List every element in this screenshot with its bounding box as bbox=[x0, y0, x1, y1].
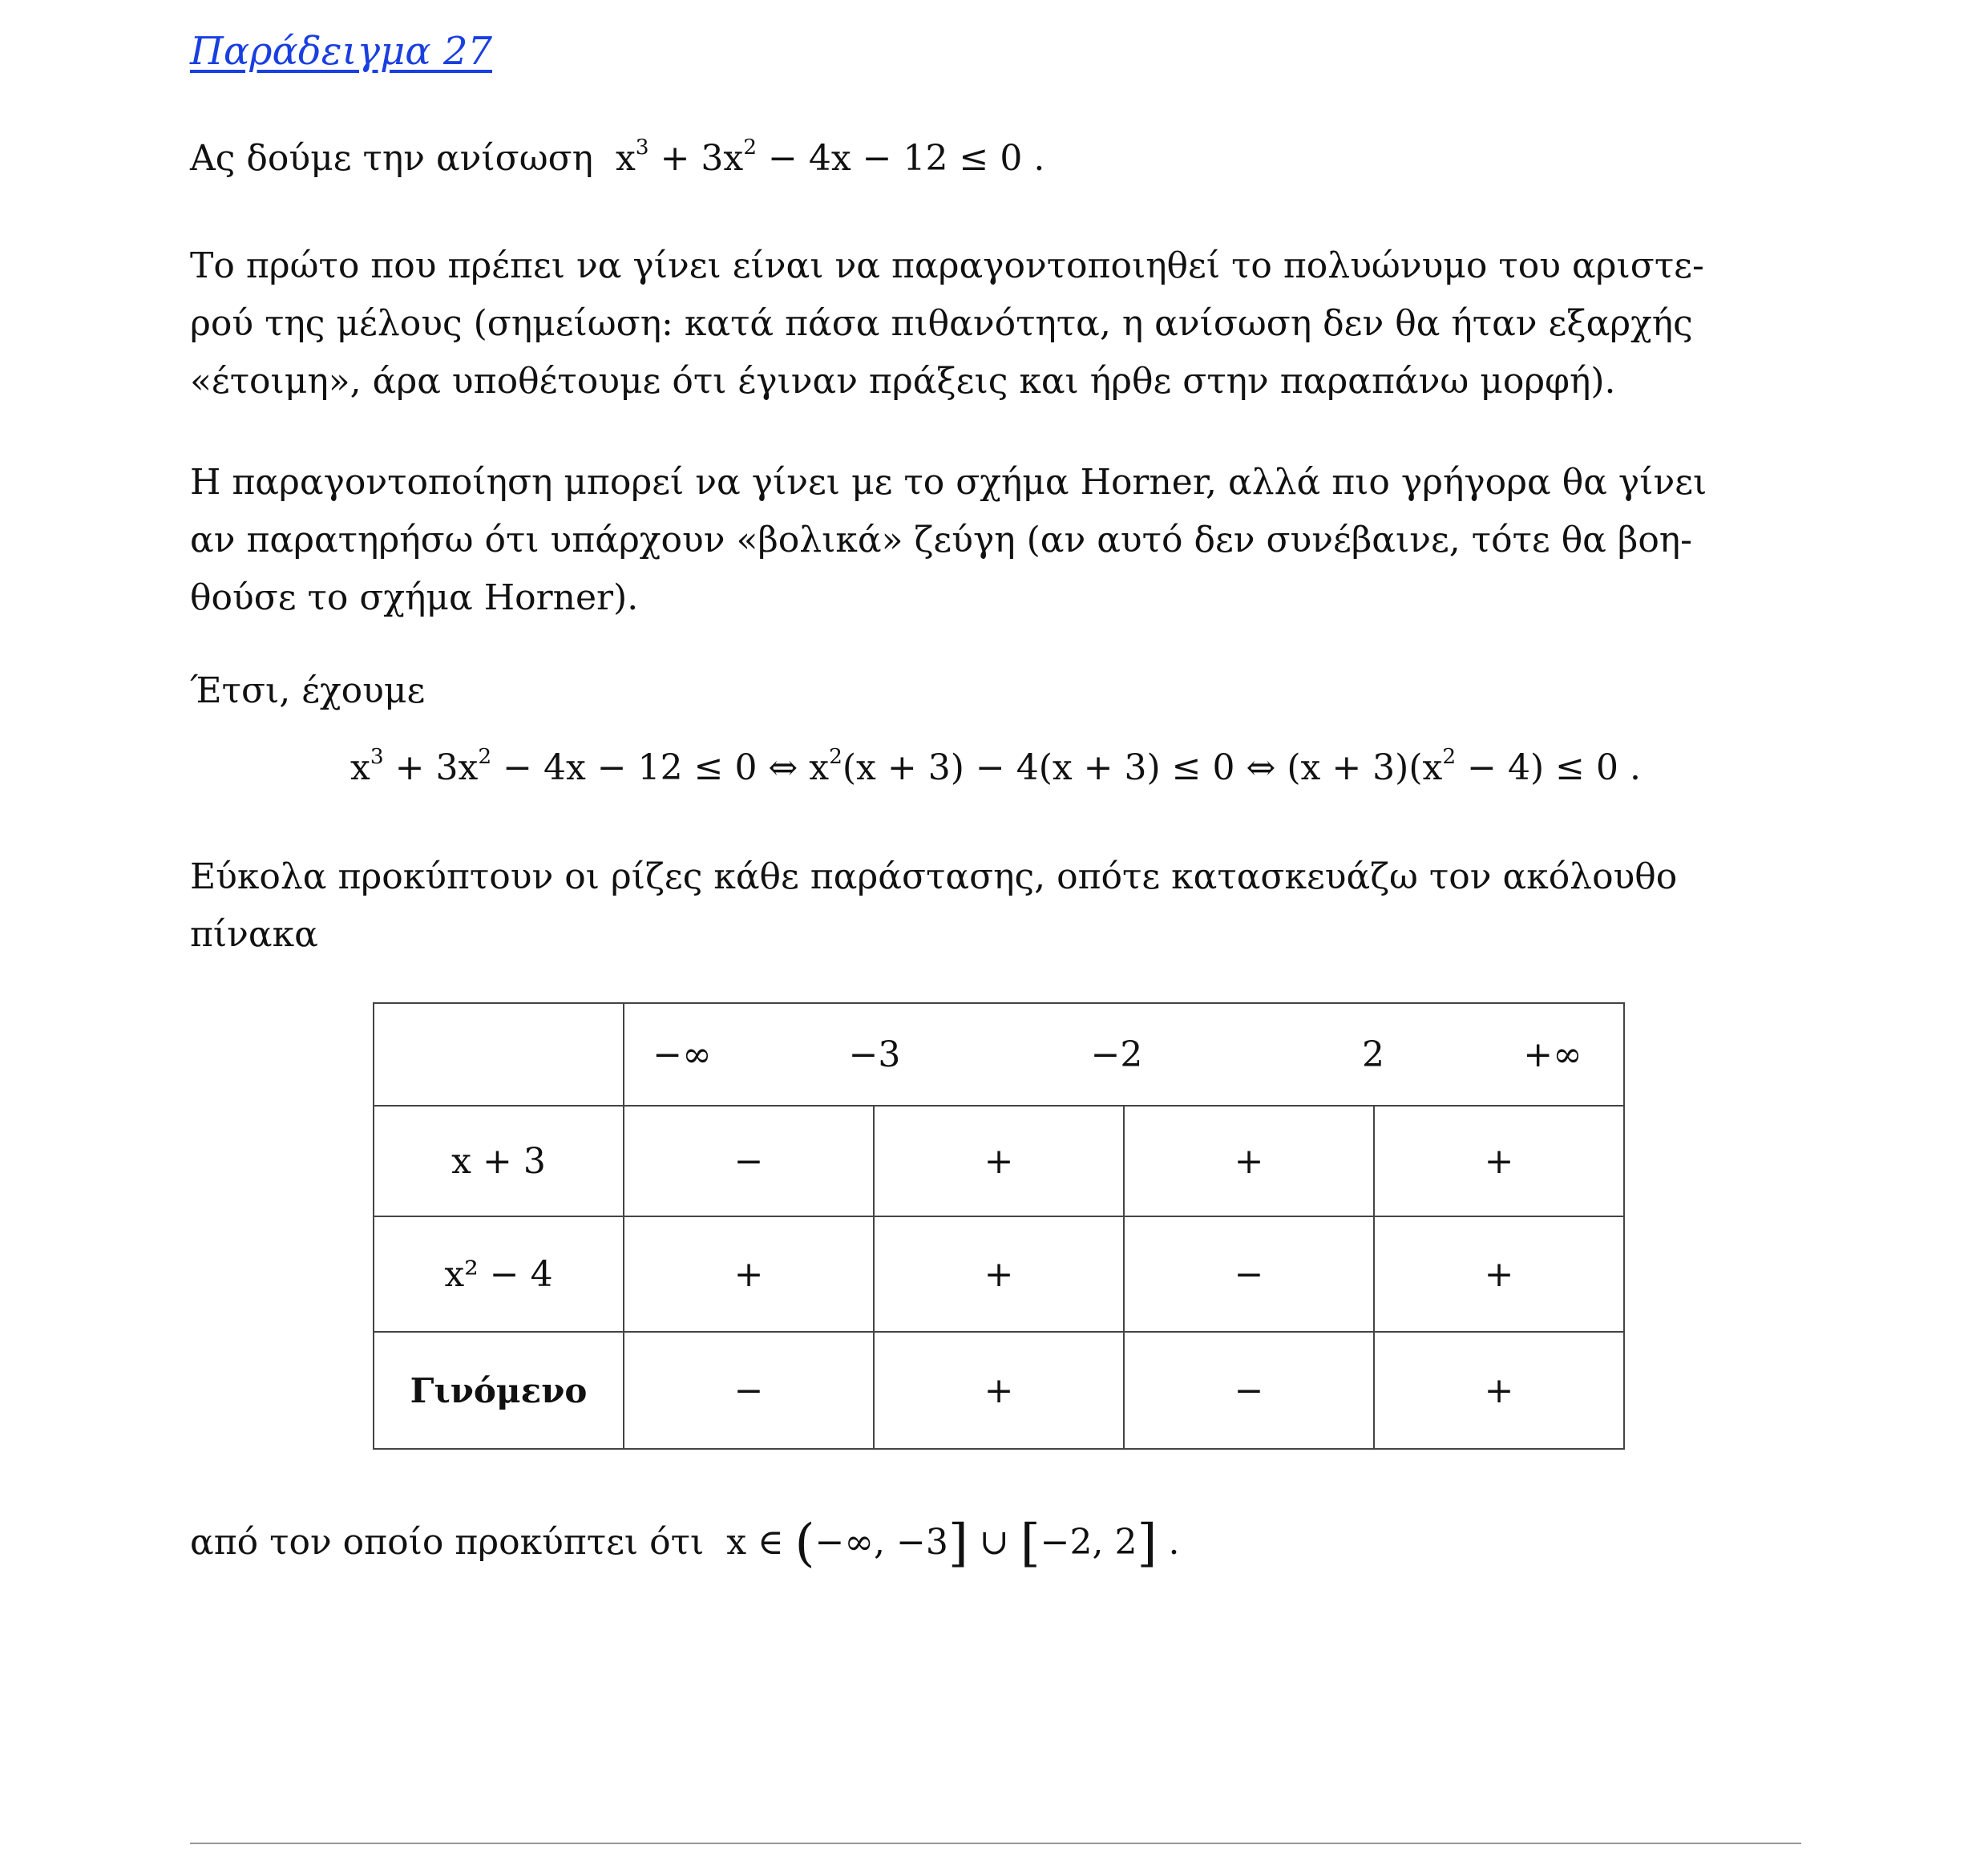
sign-cell: − bbox=[624, 1106, 874, 1216]
paragraph-thus bbox=[190, 662, 1801, 720]
sign-cell: + bbox=[874, 1106, 1124, 1216]
factorization-equation: $x^3 + 3x^2 - 4x - 12 \le 0$ ⇔ $x^2(x + 3) - 4(x + 3) \le 0$ ⇔ $(x + 3)(x^2 - 4) \le 0$ . bbox=[350, 744, 1641, 788]
sign-cell: − bbox=[624, 1332, 874, 1449]
row-label: x + 3 bbox=[374, 1106, 624, 1216]
axis-value: −3 bbox=[848, 1034, 901, 1075]
paragraph-horner bbox=[190, 454, 1801, 627]
paragraph-line: θούσε το σχήμα Horner). bbox=[190, 577, 639, 618]
row-label: x² − 4 bbox=[374, 1216, 624, 1332]
sign-cell: + bbox=[874, 1216, 1124, 1332]
example-heading-link[interactable]: Παράδειγμα 27 bbox=[190, 29, 493, 74]
sign-cell: + bbox=[624, 1216, 874, 1332]
sign-table-row bbox=[374, 1332, 1624, 1449]
sign-cell: + bbox=[1374, 1216, 1624, 1332]
axis-value: −∞ bbox=[653, 1034, 712, 1075]
sign-cell: + bbox=[874, 1332, 1124, 1449]
axis-value: 2 bbox=[1362, 1034, 1384, 1075]
row-label-product: Γινόμενο bbox=[374, 1332, 624, 1449]
sign-cell: + bbox=[1374, 1106, 1624, 1216]
sign-table-row bbox=[374, 1106, 1624, 1216]
conclusion-paragraph bbox=[190, 1514, 1801, 1572]
paragraph-roots bbox=[190, 848, 1801, 964]
sign-cell: − bbox=[1124, 1332, 1374, 1449]
sign-cell: + bbox=[1374, 1332, 1624, 1449]
paragraph-factorize bbox=[190, 237, 1801, 411]
sign-table-axis-cell bbox=[624, 1003, 1624, 1106]
sign-table-row bbox=[374, 1216, 1624, 1332]
paragraph-line: πίνακα bbox=[190, 914, 318, 955]
sign-table-corner-cell bbox=[374, 1003, 624, 1106]
sign-table bbox=[373, 1002, 1625, 1450]
sign-table-header-row bbox=[374, 1003, 1624, 1106]
inequality-formula: $x^3 + 3x^2 - 4x - 12 \le 0$ bbox=[604, 135, 1023, 179]
number-line-axis bbox=[624, 1004, 1622, 1105]
intro-end: . bbox=[1022, 138, 1045, 179]
intro-text: Ας δούμε την ανίσωση bbox=[190, 138, 593, 179]
sign-cell: + bbox=[1124, 1106, 1374, 1216]
paragraph-line: «έτοιμη», άρα υποθέτουμε ότι έγιναν πράξεις και ήρθε στην παραπάνω μορφή). bbox=[190, 361, 1616, 402]
axis-value: −2 bbox=[1090, 1034, 1143, 1075]
intro-paragraph bbox=[190, 130, 1801, 188]
paragraph-line: αν παρατηρήσω ότι υπάρχουν «βολικά» ζεύγη (αν αυτό δεν συνέβαινε, τότε θα βοη- bbox=[190, 520, 1693, 560]
sign-cell: − bbox=[1124, 1216, 1374, 1332]
axis-value: +∞ bbox=[1523, 1034, 1582, 1075]
paragraph-line: Το πρώτο που πρέπει να γίνει είναι να παραγοντοποιηθεί το πολυώνυμο του αριστε- bbox=[190, 245, 1704, 286]
solution-set: x ∈ (−∞, −3] ∪ [−2, 2] . bbox=[715, 1514, 1180, 1573]
footer-divider bbox=[190, 1843, 1801, 1844]
paragraph-line: ρού της μέλους (σημείωση: κατά πάσα πιθανότητα, η ανίσωση δεν θα ήταν εξαρχής bbox=[190, 303, 1693, 344]
paragraph-line: Έτσι, έχουμε bbox=[190, 670, 426, 711]
paragraph-line: Η παραγοντοποίηση μπορεί να γίνει με το σχήμα Horner, αλλά πιο γρήγορα θα γίνει bbox=[190, 462, 1707, 503]
paragraph-line: Εύκολα προκύπτουν οι ρίζες κάθε παράστασης, οπότε κατασκευάζω τον ακόλουθο bbox=[190, 856, 1678, 897]
conclusion-text: από τον οποίο προκύπτει ότι bbox=[190, 1522, 705, 1563]
